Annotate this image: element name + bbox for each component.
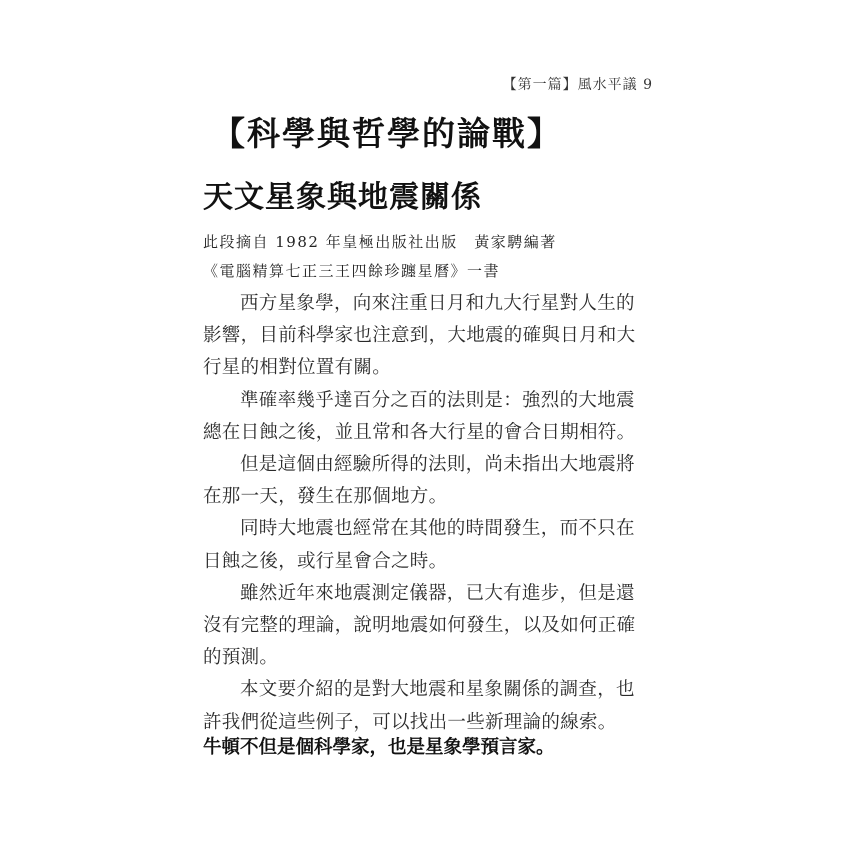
article-title: 天文星象與地震關係 xyxy=(203,180,482,215)
paragraph: 西方星象學，向來注重日月和九大行星對人生的影響，目前科學家也注意到，大地震的確與日月和大行星的相對位置有關。 xyxy=(203,293,636,379)
paragraph: 雖然近年來地震測定儀器，已大有進步，但是還沒有完整的理論，說明地震如何發生，以及如何正確的預測。 xyxy=(203,582,636,669)
paragraph: 但是這個由經驗所得的法則，尚未指出大地震將在那一天，發生在那個地方。 xyxy=(203,454,635,508)
paragraph: 本文要介紹的是對大地震和星象關係的調查，也許我們從這些例子，可以找出一些新理論的線索。 xyxy=(203,679,635,733)
source-citation-line-1: 此段摘自 1982 年皇極出版社出版 黃家騁編著 xyxy=(203,233,557,251)
paragraph: 同時大地震也經常在其他的時間發生，而不只在日蝕之後，或行星會合之時。 xyxy=(203,518,635,572)
source-citation-line-2: 《電腦精算七正三王四餘珍躔星曆》一書 xyxy=(203,262,501,280)
article-body xyxy=(203,288,647,739)
closing-subheading: 牛頓不但是個科學家，也是星象學預言家。 xyxy=(203,737,555,758)
paragraph: 準確率幾乎達百分之百的法則是：強烈的大地震總在日蝕之後，並且常和各大行星的會合日期相符。 xyxy=(203,389,636,443)
running-head: 【第一篇】風水平議 9 xyxy=(502,77,653,93)
section-title: 【科學與哲學的論戰】 xyxy=(212,114,562,153)
